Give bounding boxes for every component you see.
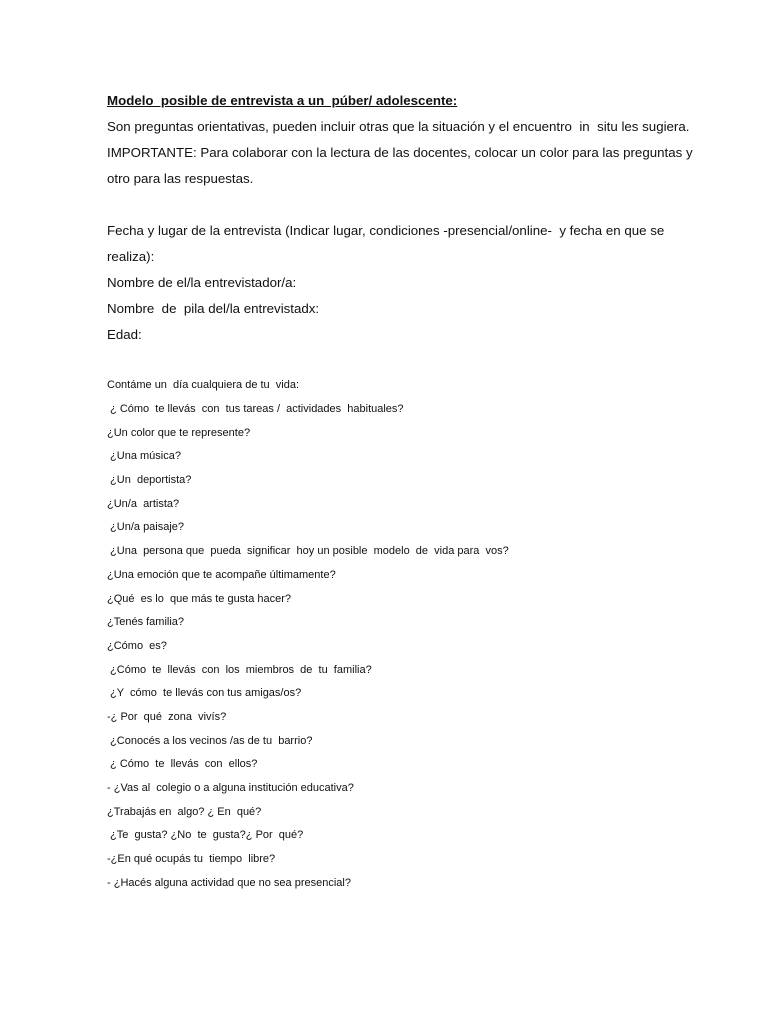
- question-item: ¿Cómo te llevás con los miembros de tu familia?: [107, 664, 372, 676]
- question-item: ¿Una persona que pueda significar hoy un posible modelo de vida para vos?: [107, 545, 509, 557]
- question-item: ¿Cómo es?: [107, 640, 167, 652]
- field-interviewer-name: Nombre de el/la entrevistador/a:: [107, 275, 297, 290]
- field-age: Edad:: [107, 327, 142, 342]
- question-item: - ¿Vas al colegio o a alguna institución educativa?: [107, 782, 354, 794]
- question-item: ¿Y cómo te llevás con tus amigas/os?: [107, 687, 302, 699]
- question-item: Contáme un día cualquiera de tu vida:: [107, 379, 300, 391]
- question-item: ¿Una música?: [107, 450, 181, 462]
- question-item: -¿ Por qué zona vivís?: [107, 711, 227, 723]
- field-interviewee-name: Nombre de pila del/la entrevistadx:: [107, 301, 320, 316]
- question-item: ¿Un/a paisaje?: [107, 521, 185, 533]
- question-item: ¿Te gusta? ¿No te gusta?¿ Por qué?: [107, 829, 304, 841]
- field-date-place: Fecha y lugar de la entrevista (Indicar lugar, condiciones -presencial/online- y fecha en que se: [107, 223, 665, 238]
- question-item: ¿Un/a artista?: [107, 498, 180, 510]
- question-item: ¿Trabajás en algo? ¿ En qué?: [107, 806, 262, 818]
- field-date-place-continued: realiza):: [107, 249, 155, 264]
- question-item: ¿Tenés familia?: [107, 616, 185, 628]
- question-item: ¿Un deportista?: [107, 474, 192, 486]
- intro-line: Son preguntas orientativas, pueden incluir otras que la situación y el encuentro in situ les sugiera.: [107, 119, 690, 134]
- question-item: ¿Conocés a los vecinos /as de tu barrio?: [107, 735, 313, 747]
- question-item: ¿Una emoción que te acompañe últimamente?: [107, 569, 336, 581]
- document-title: Modelo posible de entrevista a un púber/ adolescente:: [107, 93, 458, 108]
- question-item: ¿Qué es lo que más te gusta hacer?: [107, 593, 292, 605]
- intro-line: otro para las respuestas.: [107, 171, 254, 186]
- question-item: -¿En qué ocupás tu tiempo libre?: [107, 853, 276, 865]
- question-item: - ¿Hacés alguna actividad que no sea presencial?: [107, 877, 351, 889]
- intro-line: IMPORTANTE: Para colaborar con la lectura de las docentes, colocar un color para las preguntas y: [107, 145, 693, 160]
- question-item: ¿ Cómo te llevás con ellos?: [107, 758, 258, 770]
- question-item: ¿Un color que te represente?: [107, 427, 251, 439]
- question-item: ¿ Cómo te llevás con tus tareas / actividades habituales?: [107, 403, 404, 415]
